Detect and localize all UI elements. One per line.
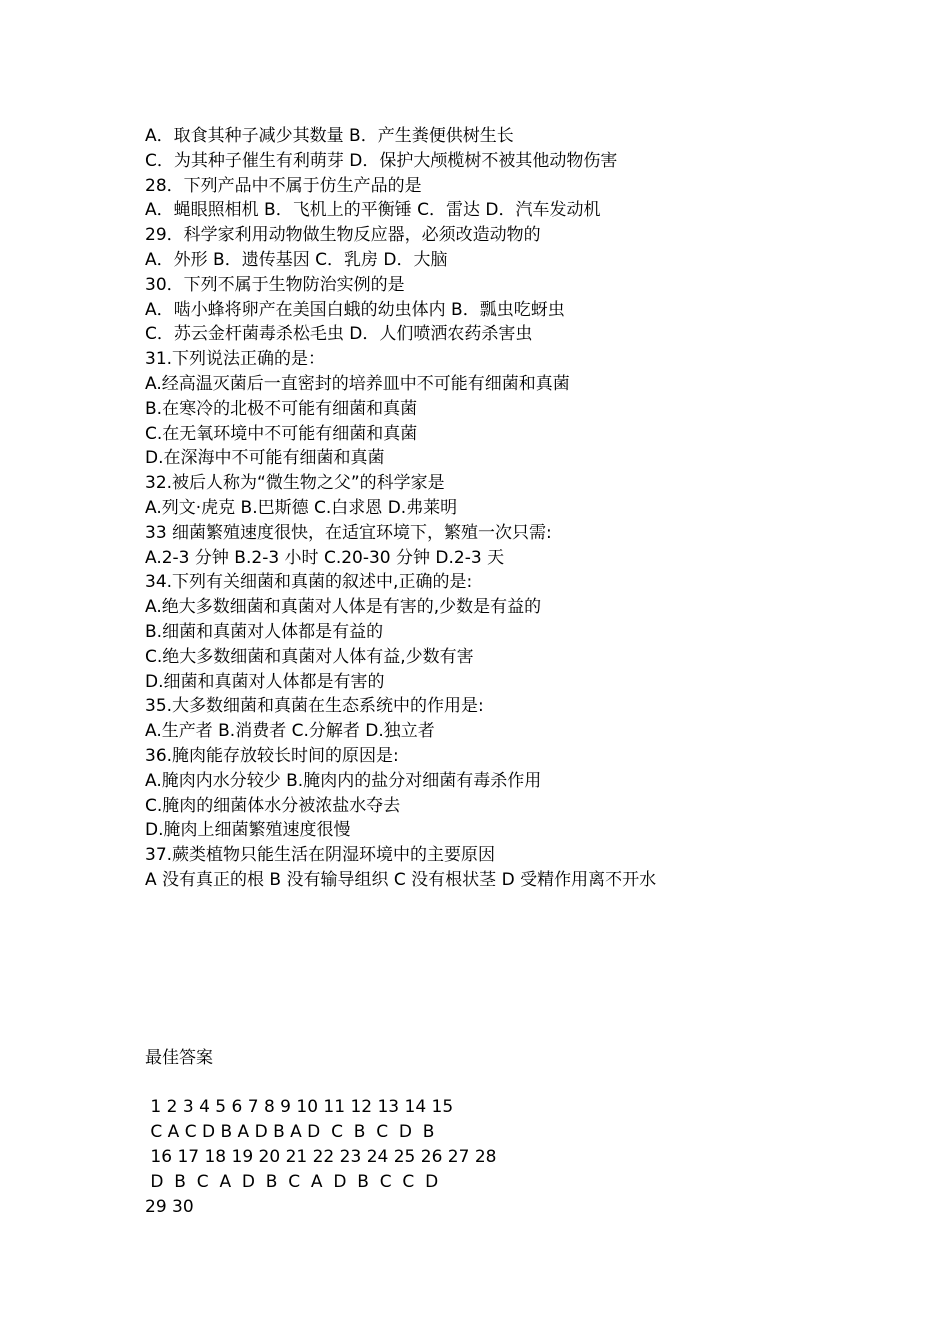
- answer-letters-row: D B C A D B C A D B C C D: [145, 1172, 439, 1192]
- question-line: A．取食其种子减少其数量 B．产生粪便供树生长: [145, 126, 514, 146]
- question-line: D.在深海中不可能有细菌和真菌: [145, 448, 385, 469]
- answer-numbers-row: 1 2 3 4 5 6 7 8 9 10 11 12 13 14 15: [145, 1097, 454, 1117]
- question-line: A.生产者 B.消费者 C.分解者 D.独立者: [145, 721, 435, 742]
- question-line: 31.下列说法正确的是：: [145, 349, 326, 370]
- answers-heading: 最佳答案: [145, 1048, 213, 1068]
- question-line: A.经高温灭菌后一直密封的培养皿中不可能有细菌和真菌: [145, 373, 570, 394]
- question-line: C．为其种子催生有利萌芽 D．保护大颅榄树不被其他动物伤害: [145, 150, 618, 171]
- question-line: 34.下列有关细菌和真菌的叙述中,正确的是:: [145, 572, 473, 593]
- question-line: 33 细菌繁殖速度很快，在适宜环境下，繁殖一次只需:: [145, 522, 552, 543]
- question-line: A.绝大多数细菌和真菌对人体是有害的,少数是有益的: [145, 597, 542, 618]
- question-line: B.细菌和真菌对人体都是有益的: [145, 621, 384, 642]
- question-line: B.在寒冷的北极不可能有细菌和真菌: [145, 398, 418, 419]
- question-line: A 没有真正的根 B 没有输导组织 C 没有根状茎 D 受精作用离不开水: [145, 869, 657, 890]
- question-line: 35.大多数细菌和真菌在生态系统中的作用是:: [145, 696, 484, 717]
- answer-letters-row: C A C D B A D B A D C B C D B: [145, 1122, 435, 1142]
- question-line: A.2-3 分钟 B.2-3 小时 C.20-30 分钟 D.2-3 天: [145, 547, 505, 568]
- question-line: C．苏云金杆菌毒杀松毛虫 D．人们喷洒农药杀害虫: [145, 324, 533, 345]
- answer-numbers-row: 16 17 18 19 20 21 22 23 24 25 26 27 28: [145, 1147, 497, 1167]
- question-line: 37.蕨类植物只能生活在阴湿环境中的主要原因: [145, 845, 496, 866]
- question-line: 36.腌肉能存放较长时间的原因是:: [145, 745, 399, 766]
- question-line: A．外形 B．遗传基因 C．乳房 D．大脑: [145, 249, 448, 270]
- question-line: 30．下列不属于生物防治实例的是: [145, 274, 405, 295]
- question-line: 29．科学家利用动物做生物反应器，必须改造动物的: [145, 225, 541, 246]
- question-line: D.腌肉上细菌繁殖速度很慢: [145, 820, 351, 841]
- question-line: C.在无氧环境中不可能有细菌和真菌: [145, 423, 418, 444]
- question-list: [145, 124, 905, 893]
- question-line: C.绝大多数细菌和真菌对人体有益,少数有害: [145, 646, 474, 667]
- question-line: 32.被后人称为“微生物之父”的科学家是: [145, 473, 445, 494]
- question-line: 28．下列产品中不属于仿生产品的是: [145, 175, 422, 196]
- answer-key: [145, 1095, 496, 1220]
- answer-numbers-row: 29 30: [145, 1197, 194, 1217]
- question-line: D.细菌和真菌对人体都是有害的: [145, 671, 385, 692]
- question-line: C.腌肉的细菌体水分被浓盐水夺去: [145, 795, 401, 816]
- question-line: A.列文·虎克 B.巴斯德 C.白求恩 D.弗莱明: [145, 497, 458, 518]
- question-line: A．啮小蜂将卵产在美国白蛾的幼虫体内 B．瓢虫吃蚜虫: [145, 299, 565, 320]
- question-line: A．蝇眼照相机 B．飞机上的平衡锤 C．雷达 D．汽车发动机: [145, 200, 601, 221]
- question-line: A.腌肉内水分较少 B.腌肉内的盐分对细菌有毒杀作用: [145, 770, 542, 791]
